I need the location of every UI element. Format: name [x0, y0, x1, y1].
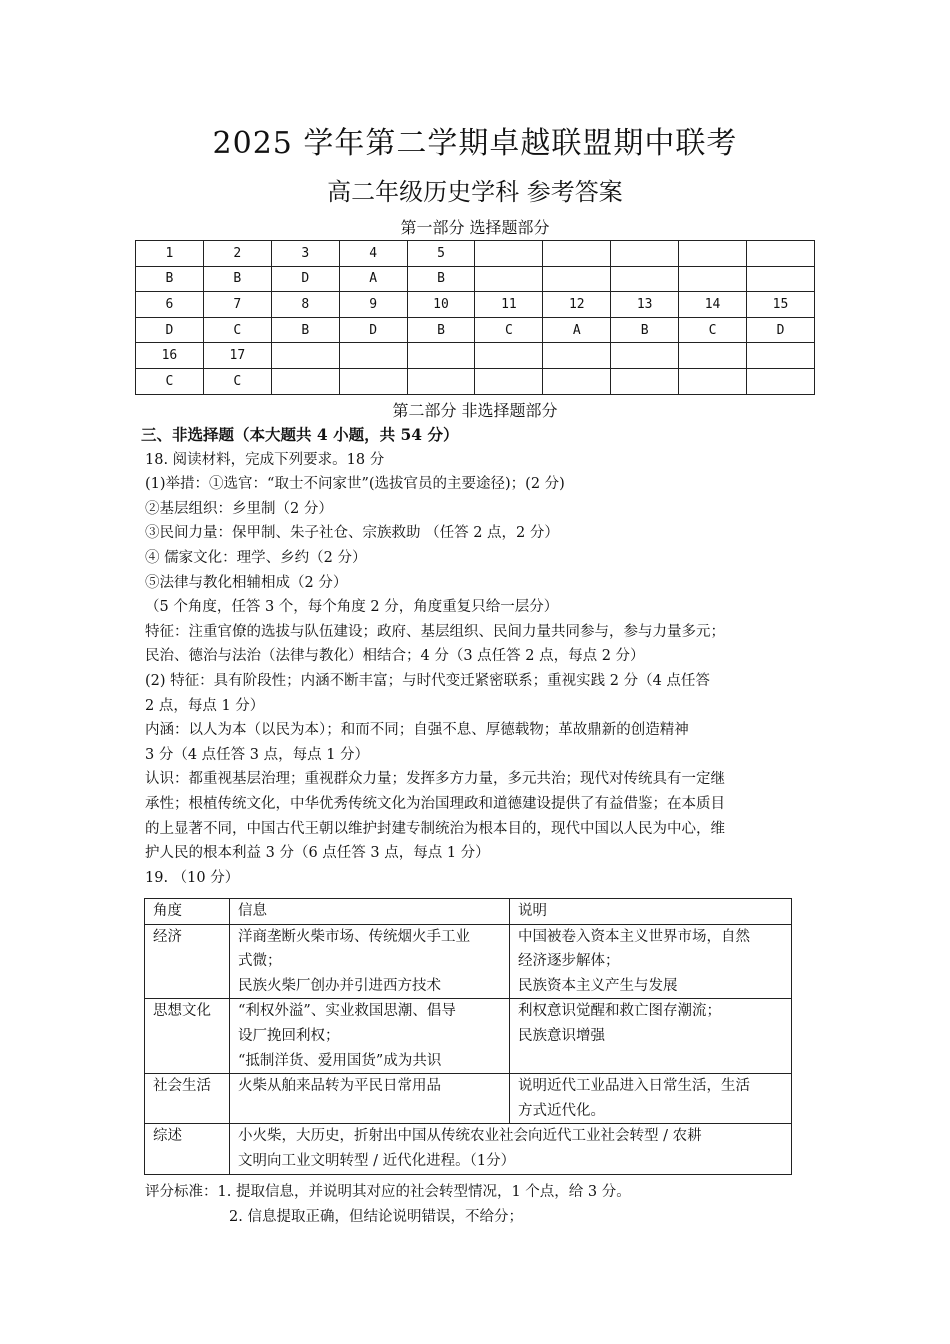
- answer-table-row: [136, 368, 815, 394]
- scoring-line-2: 2. 信息提取正确，但结论说明错误，不给分；: [229, 1208, 523, 1225]
- explain-cell: [510, 924, 792, 999]
- question-number-cell: 17: [203, 343, 271, 369]
- question-number-cell: 10: [407, 292, 475, 318]
- answer-line: 承性；根植传统文化，中华优秀传统文化为治国理政和道德建设提供了有益借鉴；在本质目: [145, 795, 725, 812]
- answer-line: ②基层组织：乡里制（2 分）: [145, 500, 333, 517]
- part1-heading: 第一部分 选择题部分: [400, 218, 550, 237]
- answer-table-row: [136, 241, 815, 267]
- answer-letter-cell: [747, 368, 815, 394]
- question-number-cell: 7: [203, 292, 271, 318]
- scoring-line-1: 评分标准：1. 提取信息，并说明其对应的社会转型情况，1 个点，给 3 分。: [145, 1184, 631, 1200]
- answer-letter-cell: B: [271, 317, 339, 343]
- answer-letter-cell: [475, 368, 543, 394]
- answer-line: ③民间力量：保甲制、朱子社仓、宗族救助 （任答 2 点，2 分）: [145, 525, 559, 542]
- answer-letter-cell: [339, 368, 407, 394]
- question-number-cell: [271, 343, 339, 369]
- scoring-criteria: [145, 1180, 805, 1229]
- question-number-cell: 16: [136, 343, 204, 369]
- summary-text-cell: [230, 1124, 792, 1174]
- table-header-row: [145, 899, 792, 925]
- answer-line: 3 分（4 点任答 3 点，每点 1 分）: [145, 746, 370, 763]
- answer-letter-cell: C: [136, 368, 204, 394]
- question-number-cell: [747, 343, 815, 369]
- question-number-cell: [339, 343, 407, 369]
- answer-letter-cell: B: [203, 266, 271, 292]
- info-line: 火柴从舶来品转为平民日常用品: [238, 1078, 441, 1095]
- answer-letter-cell: D: [747, 317, 815, 343]
- answer-letter-cell: [747, 266, 815, 292]
- answer-line: （5 个角度，任答 3 个，每个角度 2 分，角度重复只给一层分）: [145, 599, 559, 616]
- answer-table-row: [136, 292, 815, 318]
- answer-line: 19. （10 分）: [145, 869, 240, 886]
- explain-line: 方式近代化。: [518, 1102, 605, 1119]
- answer-letter-cell: A: [339, 266, 407, 292]
- answer-letter-cell: [611, 368, 679, 394]
- table-row: [145, 924, 792, 999]
- question-number-cell: [475, 343, 543, 369]
- answer-table-row: [136, 266, 815, 292]
- explain-line: 中国被卷入资本主义世界市场，自然: [518, 928, 750, 945]
- answer-letter-cell: [543, 368, 611, 394]
- part2-heading: 第二部分 非选择题部分: [392, 401, 558, 420]
- nonchoice-section: [141, 423, 815, 890]
- question-number-cell: 11: [475, 292, 543, 318]
- explain-line: 民族意识增强: [518, 1027, 605, 1044]
- info-line: 洋商垄断火柴市场、传统烟火手工业: [238, 928, 470, 945]
- answer-letter-cell: [679, 266, 747, 292]
- question-number-cell: [611, 343, 679, 369]
- answer-letter-cell: D: [339, 317, 407, 343]
- question-number-cell: [747, 241, 815, 267]
- answer-letter-cell: B: [407, 266, 475, 292]
- summary-angle-cell: 综述: [145, 1124, 230, 1174]
- answer-line: (2) 特征：具有阶段性；内涵不断丰富；与时代变迁紧密联系；重视实践 2 分（4 点任答: [145, 672, 710, 689]
- question-number-cell: 15: [747, 292, 815, 318]
- info-line: 民族火柴厂创办并引进西方技术: [238, 977, 441, 994]
- question-number-cell: 12: [543, 292, 611, 318]
- answer-line: 特征：注重官僚的选拔与队伍建设；政府、基层组织、民间力量共同参与，参与力量多元；: [145, 623, 725, 640]
- answer-line: 2 点，每点 1 分）: [145, 697, 265, 714]
- info-line: 式微；: [238, 953, 282, 970]
- answer-letter-cell: D: [136, 317, 204, 343]
- answer-letter-cell: C: [203, 317, 271, 343]
- explain-line: 经济逐步解体；: [518, 953, 620, 970]
- question-number-cell: 6: [136, 292, 204, 318]
- question-number-cell: [543, 343, 611, 369]
- question-number-cell: [679, 343, 747, 369]
- question-number-cell: [407, 343, 475, 369]
- answer-letter-cell: [407, 368, 475, 394]
- header-explain: 说明: [510, 899, 792, 925]
- angle-cell: 经济: [145, 924, 230, 999]
- question-number-cell: 14: [679, 292, 747, 318]
- answer-line: (1)举措：①选官：“取士不问家世”(选拔官员的主要途径)；(2 分): [145, 476, 565, 493]
- question-number-cell: [611, 241, 679, 267]
- answer-letter-cell: [475, 266, 543, 292]
- question-number-cell: 1: [136, 241, 204, 267]
- answer-line: 的上显著不同，中国古代王朝以维护封建专制统治为根本目的，现代中国以人民为中心，维: [145, 820, 725, 837]
- question-number-cell: 13: [611, 292, 679, 318]
- question-number-cell: [475, 241, 543, 267]
- question-19-table: [144, 898, 792, 1175]
- explain-line: 利权意识觉醒和救亡图存潮流；: [518, 1003, 721, 1020]
- summary-row: [145, 1124, 792, 1174]
- explain-line: 说明近代工业品进入日常生活，生活: [518, 1078, 750, 1095]
- question-number-cell: 2: [203, 241, 271, 267]
- answer-letter-cell: B: [611, 317, 679, 343]
- table-row: [145, 999, 792, 1074]
- summary-line: 文明向工业文明转型 / 近代化进程。（1分）: [238, 1152, 516, 1169]
- header-info: 信息: [230, 899, 510, 925]
- explain-cell: [510, 1074, 792, 1124]
- answer-letter-cell: B: [136, 266, 204, 292]
- info-line: 设厂挽回利权；: [238, 1027, 340, 1044]
- question-number-cell: [543, 241, 611, 267]
- answer-letter-cell: C: [203, 368, 271, 394]
- summary-line: 小火柴，大历史，折射出中国从传统农业社会向近代工业社会转型 / 农耕: [238, 1128, 702, 1145]
- answer-line: 护人民的根本利益 3 分（6 点任答 3 点，每点 1 分）: [145, 845, 490, 862]
- choice-answer-table: [135, 240, 815, 395]
- answer-line: 内涵：以人为本（以民为本）；和而不同；自强不息、厚德载物；革故鼎新的创造精神: [145, 722, 689, 739]
- section-title: 三、非选择题（本大题共 4 小题，共 54 分）: [141, 425, 459, 444]
- answer-line: 18. 阅读材料，完成下列要求。18 分: [145, 451, 385, 468]
- question-number-cell: 9: [339, 292, 407, 318]
- info-cell: [230, 1074, 510, 1124]
- question-18-answer: [145, 448, 815, 891]
- answer-line: 民治、德治与法治（法律与教化）相结合；4 分（3 点任答 2 点，每点 2 分）: [145, 648, 645, 665]
- answer-letter-cell: D: [271, 266, 339, 292]
- answer-letter-cell: B: [407, 317, 475, 343]
- header-angle: 角度: [145, 899, 230, 925]
- answer-table-row: [136, 317, 815, 343]
- info-cell: [230, 924, 510, 999]
- answer-line: ④ 儒家文化：理学、乡约（2 分）: [145, 549, 367, 566]
- explain-line: 民族资本主义产生与发展: [518, 977, 678, 994]
- angle-cell: 思想文化: [145, 999, 230, 1074]
- answer-line: ⑤法律与教化相辅相成（2 分）: [145, 574, 348, 591]
- page-subtitle: 高二年级历史学科 参考答案: [327, 178, 623, 206]
- info-line: “利权外溢”、实业救国思潮、倡导: [238, 1003, 456, 1020]
- answer-letter-cell: [679, 368, 747, 394]
- answer-letter-cell: [271, 368, 339, 394]
- page-title: 2025 学年第二学期卓越联盟期中联考: [212, 126, 738, 161]
- question-number-cell: 4: [339, 241, 407, 267]
- info-cell: [230, 999, 510, 1074]
- answer-letter-cell: [543, 266, 611, 292]
- answer-letter-cell: A: [543, 317, 611, 343]
- explain-cell: [510, 999, 792, 1074]
- answer-letter-cell: C: [679, 317, 747, 343]
- table-row: [145, 1074, 792, 1124]
- question-number-cell: [679, 241, 747, 267]
- answer-line: 认识：都重视基层治理；重视群众力量；发挥多方力量，多元共治；现代对传统具有一定继: [145, 771, 725, 788]
- answer-table-row: [136, 343, 815, 369]
- answer-letter-cell: C: [475, 317, 543, 343]
- question-number-cell: 5: [407, 241, 475, 267]
- question-number-cell: 8: [271, 292, 339, 318]
- answer-letter-cell: [611, 266, 679, 292]
- info-line: “抵制洋货、爱用国货”成为共识: [238, 1052, 442, 1069]
- angle-cell: 社会生活: [145, 1074, 230, 1124]
- question-number-cell: 3: [271, 241, 339, 267]
